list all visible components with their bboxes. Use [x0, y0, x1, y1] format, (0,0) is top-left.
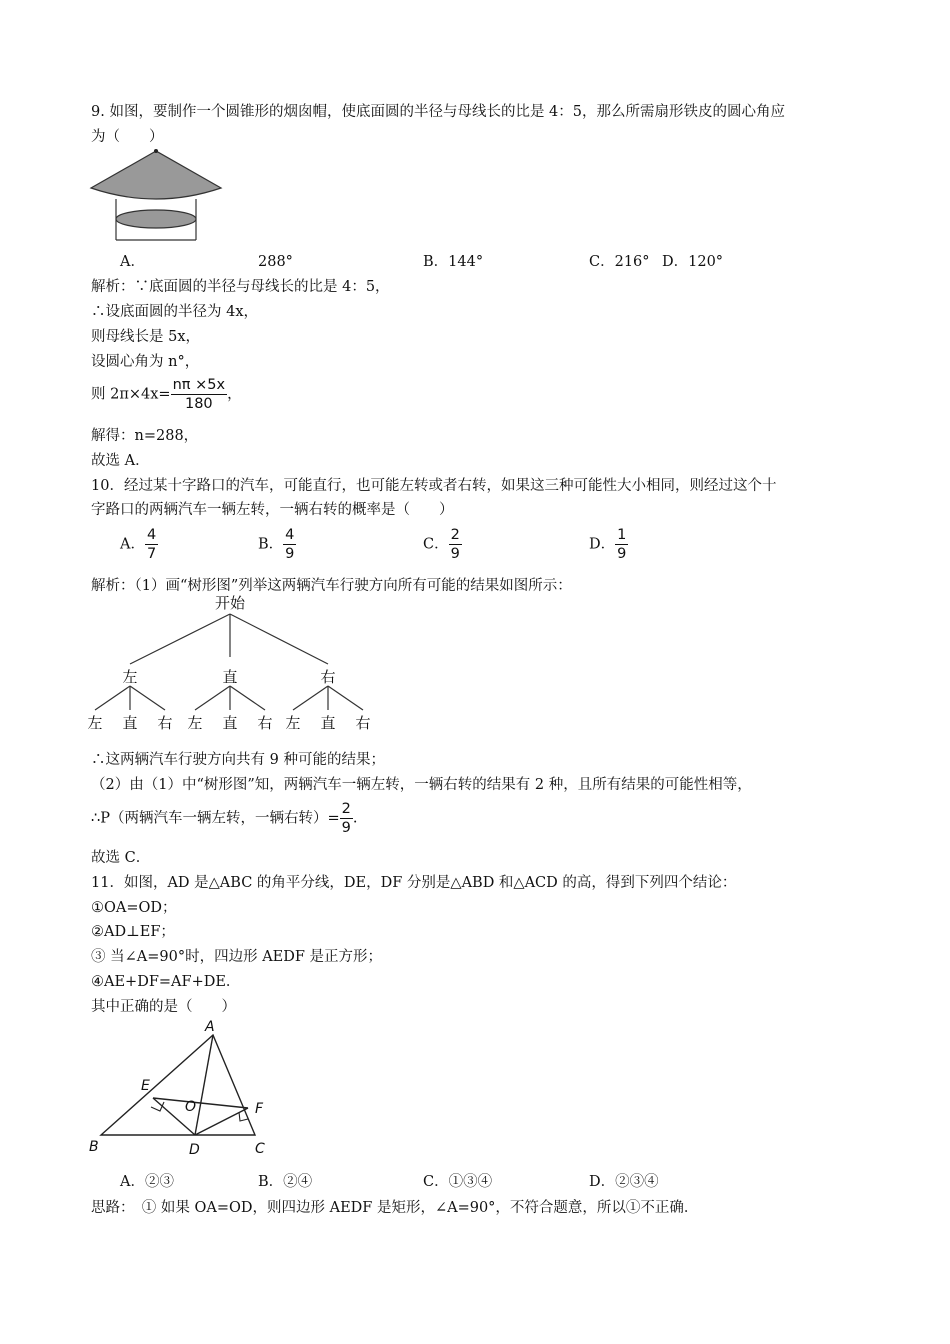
- q9-option-a-value: 288°: [258, 254, 293, 270]
- point-label-a: A: [205, 1019, 215, 1035]
- q11-option-a: A．②③: [120, 1174, 174, 1190]
- q10-option-c: [423, 526, 462, 563]
- q10-option-d-num: 1: [617, 527, 627, 543]
- point-label-b: B: [89, 1139, 99, 1155]
- q10-option-b-den: 9: [285, 546, 295, 562]
- q10-option-a-den: 7: [146, 546, 157, 562]
- q9-solution-line2: ∴设底面圆的半径为 4x，: [91, 304, 259, 320]
- q9-fraction-denominator: 180: [184, 396, 213, 412]
- q9-option-a-label: A．: [120, 254, 145, 270]
- point-label-o: O: [185, 1099, 197, 1115]
- tree-l2-leaf: 左: [285, 714, 301, 732]
- q9-stem-line1: 9. 如图，要制作一个圆锥形的烟囱帽，使底面圆的半径与母线长的比是 4：5，那么所需扇形铁皮的圆心角应: [91, 104, 785, 120]
- q10-option-b-label: B．: [258, 536, 284, 553]
- q9-fraction: [171, 376, 228, 413]
- q9-option-c: C．216°: [589, 254, 650, 270]
- q10-option-c-fraction: [449, 526, 462, 563]
- q9-solution-line7: 故选 A．: [91, 453, 150, 469]
- q9-solution-line5: [91, 376, 242, 413]
- tree-l2-leaf: 左: [187, 714, 203, 732]
- q10-option-a-label: A．: [120, 536, 145, 553]
- q11-option-d: D．②③④: [589, 1174, 659, 1190]
- q10-option-d-label: D．: [589, 536, 616, 553]
- q11-idea: 思路： ① 如果 OA=OD，则四边形 AEDF 是矩形，∠A=90°，不符合题意，所以①不正确．: [91, 1200, 699, 1216]
- q9-solution-line1: 解析：∵底面圆的半径与母线长的比是 4：5，: [91, 279, 390, 295]
- tree-diagram: [85, 592, 375, 737]
- q10-solution-line5: 故选 C．: [91, 850, 151, 866]
- tree-l2-leaf: 直: [222, 714, 238, 732]
- q10-solution-line4: [91, 800, 357, 837]
- q9-solution-line3: 则母线长是 5x，: [91, 329, 201, 345]
- tree-l1-left: 左: [122, 668, 138, 686]
- q10-option-c-num: 2: [450, 527, 460, 543]
- q9-equation-prefix: 则 2π×4x=: [91, 386, 171, 403]
- point-label-d: D: [189, 1142, 200, 1158]
- q10-option-a-fraction: [145, 526, 158, 563]
- tree-l1-right: 右: [320, 668, 336, 686]
- chimney-cap-figure: [88, 148, 228, 248]
- tree-l2-leaf: 直: [320, 714, 336, 732]
- tree-l2-leaf: 左: [87, 714, 103, 732]
- q10-stem-line2: 字路口的两辆汽车一辆左转，一辆右转的概率是（ ）: [91, 502, 454, 518]
- q10-option-b: [258, 526, 296, 563]
- q10-option-a-num: 4: [146, 527, 157, 543]
- q9-stem-line2: 为（ ）: [91, 129, 164, 145]
- q11-question: 其中正确的是（ ）: [91, 999, 236, 1015]
- q10-option-c-den: 9: [450, 546, 460, 562]
- tree-root-label: 开始: [214, 594, 246, 612]
- q9-equation-suffix: ，: [227, 386, 242, 403]
- point-label-f: F: [255, 1101, 264, 1117]
- q10-prob-prefix: ∴P（两辆汽车一辆左转，一辆右转）=: [91, 810, 340, 827]
- q10-solution-line3: （2）由（1）中“树形图”知，两辆汽车一辆左转，一辆右转的结果有 2 种，且所有结果的可能性相等，: [91, 777, 752, 793]
- q11-option-c: C．①③④: [423, 1174, 493, 1190]
- q10-prob-denominator: 9: [341, 820, 351, 836]
- q10-option-d-fraction: [615, 526, 628, 563]
- q10-option-d: [589, 526, 628, 563]
- q10-stem-line1: 10．经过某十字路口的汽车，可能直行，也可能左转或者右转，如果这三种可能性大小相同，则经过这个十: [91, 478, 777, 494]
- point-label-e: E: [141, 1078, 150, 1094]
- q11-stem: 11．如图，AD 是△ABC 的角平分线，DE，DF 分别是△ABD 和△ACD 的高，得到下列四个结论：: [91, 875, 737, 891]
- q11-conclusion-2: ②AD⊥EF；: [91, 924, 175, 940]
- q10-prob-fraction: [340, 800, 353, 837]
- q10-option-c-label: C．: [423, 536, 449, 553]
- q10-prob-suffix: .: [352, 810, 358, 827]
- tree-l2-leaf: 右: [257, 714, 273, 732]
- q10-solution-line2: ∴这两辆汽车行驶方向共有 9 种可能的结果；: [91, 752, 385, 768]
- q10-solution-line1: 解析：（1）画“树形图”列举这两辆汽车行驶方向所有可能的结果如图所示：: [91, 578, 572, 594]
- q10-option-d-den: 9: [617, 546, 627, 562]
- tree-l2-leaf: 右: [355, 714, 371, 732]
- q11-option-b: B．②④: [258, 1174, 313, 1190]
- tree-l1-straight: 直: [222, 668, 238, 686]
- q9-solution-line6: 解得：n=288，: [91, 428, 199, 444]
- triangle-figure: [85, 1015, 285, 1160]
- q9-fraction-numerator: nπ ×5x: [172, 377, 226, 393]
- q11-conclusion-3: ③ 当∠A=90°时，四边形 AEDF 是正方形；: [91, 949, 383, 965]
- q10-option-b-num: 4: [285, 527, 295, 543]
- q9-solution-line4: 设圆心角为 n°，: [91, 354, 200, 370]
- q9-option-d: D．120°: [662, 254, 724, 270]
- q11-conclusion-4: ④AE+DF=AF+DE．: [91, 974, 241, 990]
- tree-l2-leaf: 直: [122, 714, 138, 732]
- q9-option-b: B．144°: [423, 254, 484, 270]
- q10-prob-numerator: 2: [341, 801, 351, 817]
- point-label-c: C: [255, 1141, 265, 1157]
- q10-option-b-fraction: [283, 526, 296, 563]
- tree-l2-leaf: 右: [157, 714, 173, 732]
- q10-option-a: [120, 526, 158, 563]
- q11-conclusion-1: ①OA=OD；: [91, 900, 177, 916]
